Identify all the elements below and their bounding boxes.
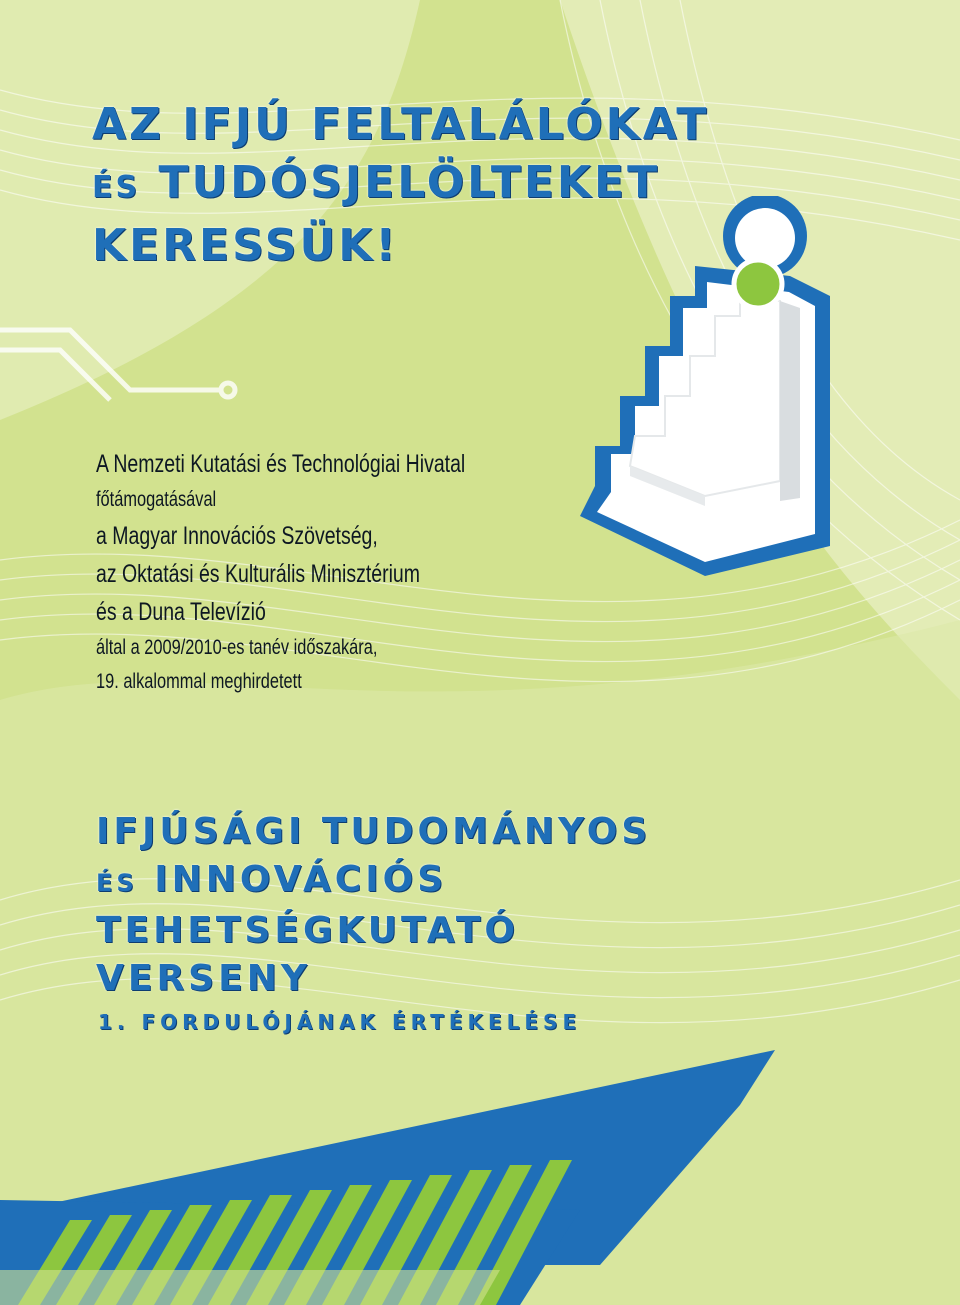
intro-line-5: és a Duna Televízió: [96, 598, 266, 626]
competition-title: [96, 808, 896, 1003]
intro-line-1: A Nemzeti Kutatási és Technológiai Hivatal: [96, 450, 466, 478]
intro-line-7: 19. alkalommal meghirdetett: [96, 670, 302, 693]
intro-line-4: az Oktatási és Kulturális Minisztérium: [96, 560, 421, 588]
headline-conjunction: ÉS: [92, 170, 141, 205]
headline-line-3: KERESSÜK!: [92, 220, 399, 271]
competition-line-2-text: INNOVÁCIÓS: [154, 859, 448, 900]
intro-text: [96, 445, 636, 699]
competition-line-3: TEHETSÉGKUTATÓ: [96, 910, 519, 951]
competition-conjunction: ÉS: [96, 869, 138, 897]
intro-line-6: által a 2009/2010-es tanév időszakára,: [96, 636, 378, 659]
headline-line-2-text: TUDÓSJELÖLTEKET: [158, 157, 661, 208]
headline-line-1: AZ IFJÚ FELTALÁLÓKAT: [92, 99, 710, 150]
decorative-stripes: [0, 1040, 960, 1305]
competition-subtitle: 1. FORDULÓJÁNAK ÉRTÉKELÉSE: [98, 1010, 582, 1034]
competition-line-4: VERSENY: [96, 958, 311, 999]
competition-line-1: IFJÚSÁGI TUDOMÁNYOS: [96, 811, 652, 852]
intro-line-2: főtámogatásával: [96, 488, 217, 511]
intro-line-3: a Magyar Innovációs Szövetség,: [96, 522, 378, 550]
competition-line-2: [96, 856, 896, 907]
